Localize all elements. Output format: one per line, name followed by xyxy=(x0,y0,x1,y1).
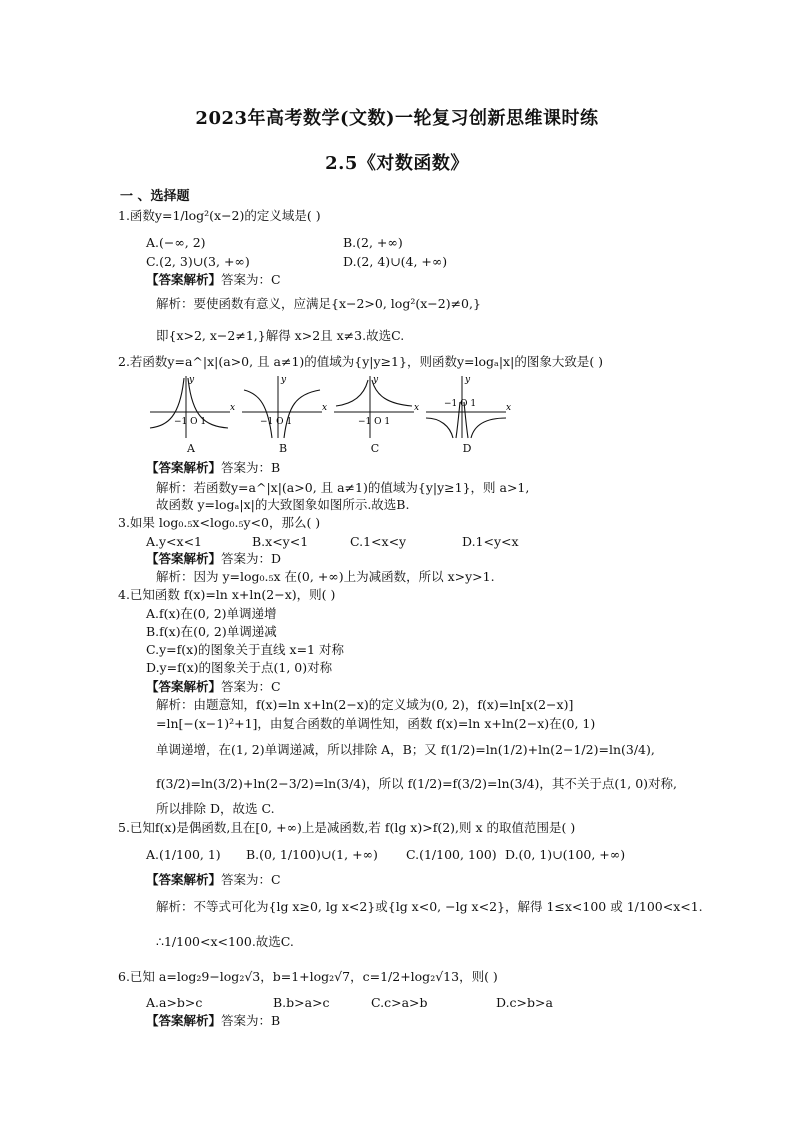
q1-option-d: D.(2, 4)∪(4, +∞) xyxy=(343,254,448,269)
question-1: 1.函数y=1/log²(x−2)的定义域是( ) xyxy=(118,208,321,223)
q5-explanation-2: ∴1/100<x<100.故选C. xyxy=(156,934,294,949)
q2-graph-options xyxy=(146,372,512,456)
q6-option-a: A.a>b>c xyxy=(146,995,203,1010)
q5-answer xyxy=(146,872,281,888)
q5-explanation-1: 解析：不等式可化为{lg x≥0, lg x<2}或{lg x<0, −lg x<2}，解得 1≤x<100 或 1/100<x<1. xyxy=(156,899,703,914)
graph-a-plot xyxy=(146,372,236,442)
graph-b-ticks: −1 O 1 xyxy=(260,417,293,427)
q1-option-b: B.(2, +∞) xyxy=(343,235,403,250)
graph-d-y-label: y xyxy=(465,375,471,385)
graph-d-plot xyxy=(422,372,512,442)
answer-label: 【答案解析】 xyxy=(146,1013,222,1028)
answer-text: 答案为：B xyxy=(221,460,281,475)
question-5: 5.已知f(x)是偶函数,且在[0, +∞)上是减函数,若 f(lg x)>f(2),则 x 的取值范围是( ) xyxy=(118,820,576,835)
q2-explanation-2: 故函数 y=logₐ|x|的大致图象如图所示.故选B. xyxy=(156,497,410,512)
graph-option-b xyxy=(238,372,328,456)
q1-option-a: A.(−∞, 2) xyxy=(146,235,206,250)
graph-d-ticks: −1 O 1 xyxy=(444,399,477,409)
answer-text: 答案为：C xyxy=(221,272,281,287)
q3-explanation: 解析：因为 y=log₀.₅x 在(0, +∞)上为减函数，所以 x>y>1. xyxy=(156,569,495,584)
q4-option-a: A.f(x)在(0, 2)单调递增 xyxy=(146,606,277,621)
graph-c-ticks: −1 O 1 xyxy=(358,417,391,427)
graph-a-y-label: y xyxy=(189,375,195,385)
graph-c-x-label: x xyxy=(414,403,420,413)
question-6: 6.已知 a=log₂9−log₂√3，b=1+log₂√7，c=1/2+log₂√13，则( ) xyxy=(118,969,498,984)
graph-b-plot xyxy=(238,372,328,442)
q4-option-d: D.y=f(x)的图象关于点(1, 0)对称 xyxy=(146,660,333,675)
graph-b-x-label: x xyxy=(322,403,328,413)
graph-b-y-label: y xyxy=(281,375,287,385)
q3-option-d: D.1<y<x xyxy=(462,534,519,549)
q4-option-c: C.y=f(x)的图象关于直线 x=1 对称 xyxy=(146,642,344,657)
graph-option-d xyxy=(422,372,512,456)
answer-label: 【答案解析】 xyxy=(146,679,222,694)
q6-answer xyxy=(146,1013,280,1029)
q3-option-b: B.x<y<1 xyxy=(252,534,309,549)
q5-option-d: D.(0, 1)∪(100, +∞) xyxy=(505,847,626,862)
q4-explanation-1: 解析：由题意知，f(x)=ln x+ln(2−x)的定义域为(0, 2)，f(x)=ln[x(2−x)] xyxy=(156,697,574,712)
q3-option-a: A.y<x<1 xyxy=(146,534,203,549)
q1-explanation: 解析：要使函数有意义，应满足{x−2>0, log²(x−2)≠0,} xyxy=(156,296,481,311)
q1-option-c: C.(2, 3)∪(3, +∞) xyxy=(146,254,250,269)
q4-explanation-3: 单调递增，在(1, 2)单调递减，所以排除 A，B；又 f(1/2)=ln(1/2)+ln(2−1/2)=ln(3/4), xyxy=(156,742,655,757)
q1-answer xyxy=(146,272,281,288)
answer-label: 【答案解析】 xyxy=(146,551,222,566)
answer-text: 答案为：B xyxy=(221,1013,281,1028)
graph-c-plot xyxy=(330,372,420,442)
q3-option-c: C.1<x<y xyxy=(350,534,407,549)
graph-label-a: A xyxy=(187,442,195,455)
graph-a-x-label: x xyxy=(230,403,236,413)
q6-option-d: D.c>b>a xyxy=(496,995,553,1010)
graph-label-b: B xyxy=(278,442,288,455)
section-heading: 一 、选择题 xyxy=(120,189,190,204)
q5-option-a: A.(1/100, 1) xyxy=(146,847,221,862)
graph-a-ticks: −1 O 1 xyxy=(174,417,207,427)
graph-label-d: D xyxy=(462,442,472,455)
q4-answer xyxy=(146,679,281,695)
answer-text: 答案为：C xyxy=(221,679,281,694)
question-4: 4.已知函数 f(x)=ln x+ln(2−x)，则( ) xyxy=(118,587,336,602)
q5-option-b: B.(0, 1/100)∪(1, +∞) xyxy=(246,847,378,862)
q2-answer xyxy=(146,460,280,476)
q4-option-b: B.f(x)在(0, 2)单调递减 xyxy=(146,624,277,639)
answer-label: 【答案解析】 xyxy=(146,460,222,475)
document-subtitle: 2.5《对数函数》 xyxy=(325,153,469,174)
graph-d-x-label: x xyxy=(506,403,512,413)
q3-answer xyxy=(146,551,281,567)
q4-explanation-5: 所以排除 D，故选 C. xyxy=(156,801,275,816)
q6-option-c: C.c>a>b xyxy=(371,995,428,1010)
graph-label-c: C xyxy=(370,442,380,455)
q4-explanation-2: =ln[−(x−1)²+1]，由复合函数的单调性知，函数 f(x)=ln x+ln(2−x)在(0, 1) xyxy=(156,716,596,731)
document-title: 2023年高考数学(文数)一轮复习创新思维课时练 xyxy=(195,108,599,129)
graph-c-y-label: y xyxy=(373,375,379,385)
question-3: 3.如果 log₀.₅x<log₀.₅y<0，那么( ) xyxy=(118,515,321,530)
graph-option-a xyxy=(146,372,236,456)
answer-label: 【答案解析】 xyxy=(146,272,222,287)
answer-text: 答案为：D xyxy=(221,551,282,566)
answer-label: 【答案解析】 xyxy=(146,872,222,887)
answer-text: 答案为：C xyxy=(221,872,281,887)
q1-explanation-2: 即{x>2, x−2≠1,}解得 x>2且 x≠3.故选C. xyxy=(156,328,405,343)
q4-explanation-4: f(3/2)=ln(3/2)+ln(2−3/2)=ln(3/4)，所以 f(1/2)=f(3/2)=ln(3/4)，其不关于点(1, 0)对称, xyxy=(156,776,678,791)
graph-option-c xyxy=(330,372,420,456)
question-2: 2.若函数y=a^|x|(a>0, 且 a≠1)的值域为{y|y≥1}，则函数y=logₐ|x|的图象大致是( ) xyxy=(118,354,604,369)
q5-option-c: C.(1/100, 100) xyxy=(406,847,497,862)
q6-option-b: B.b>a>c xyxy=(273,995,330,1010)
q2-explanation: 解析：若函数y=a^|x|(a>0, 且 a≠1)的值域为{y|y≥1}，则 a>1, xyxy=(156,480,530,495)
